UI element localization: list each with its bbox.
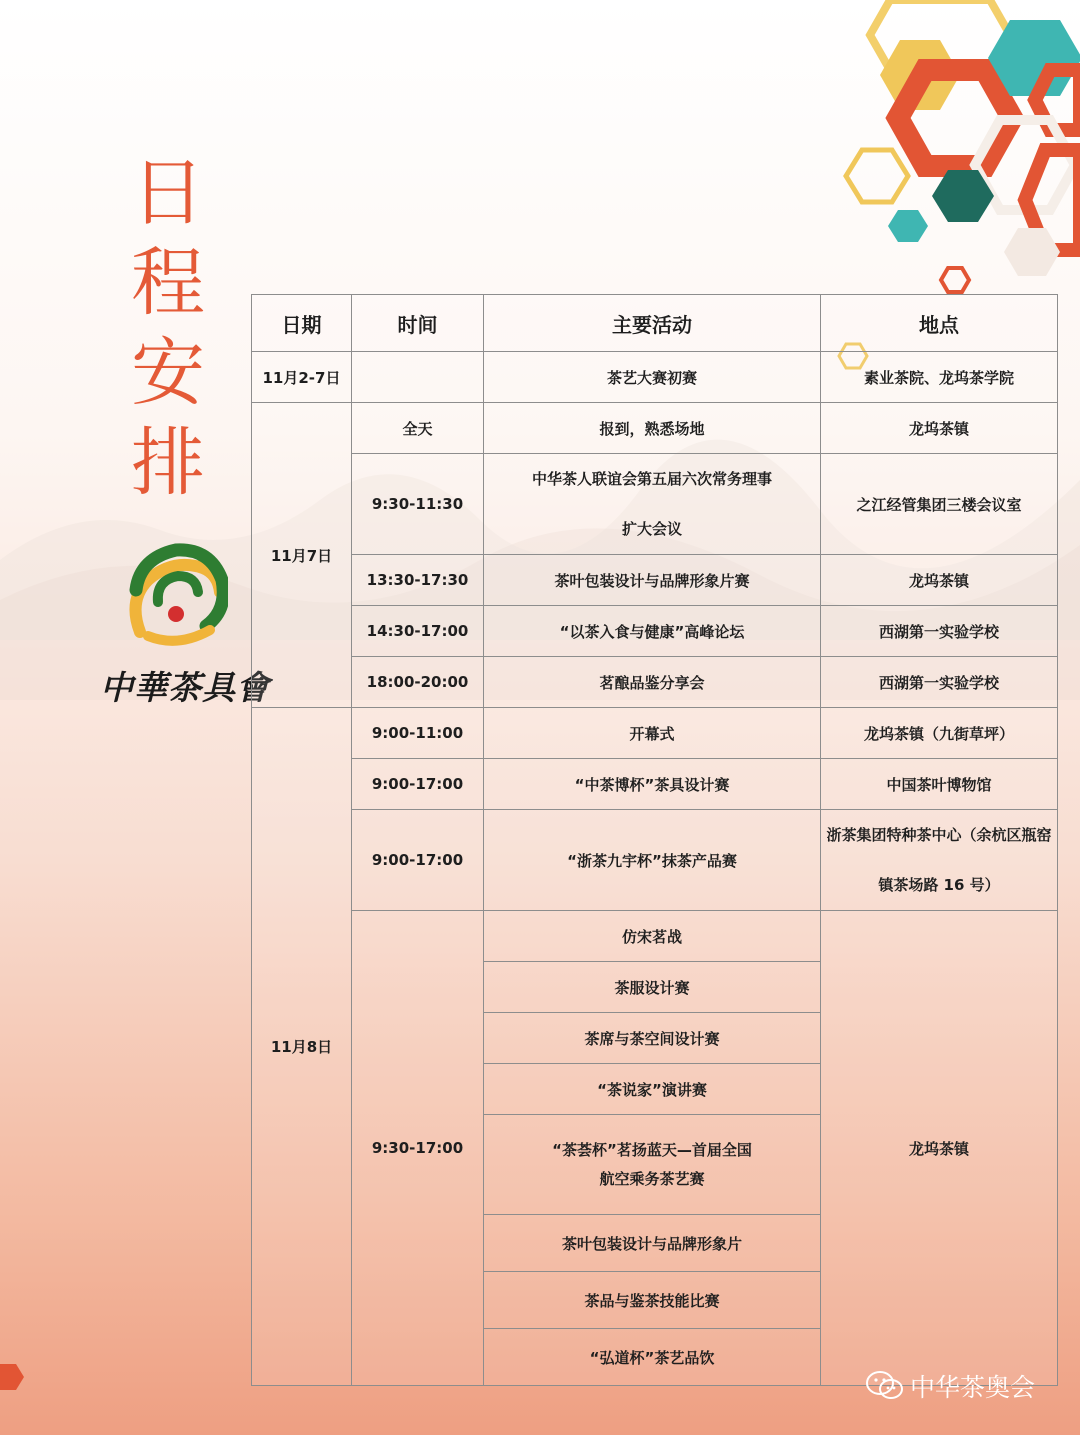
wechat-watermark: [866, 1368, 1035, 1404]
table-row: [252, 911, 1058, 962]
time-cell: 9:30-17:00: [352, 911, 484, 1386]
title-char: 安: [131, 330, 205, 416]
activity-cell: “中茶博杯”茶具设计赛: [484, 759, 821, 810]
time-cell: [352, 352, 484, 403]
date-cell: 11月2-7日: [252, 352, 352, 403]
location-line: 镇茶场路 16 号）: [878, 876, 1000, 894]
activity-cell: 茶叶包装设计与品牌形象片赛: [484, 555, 821, 606]
time-cell: 9:30-11:30: [352, 454, 484, 555]
time-cell: 9:00-17:00: [352, 810, 484, 911]
table-row: [252, 606, 1058, 657]
activity-cell: 茶叶包装设计与品牌形象片: [484, 1215, 821, 1272]
time-cell: 9:00-11:00: [352, 708, 484, 759]
location-cell: 中国茶叶博物馆: [821, 759, 1058, 810]
time-cell: 14:30-17:00: [352, 606, 484, 657]
activity-cell: “浙茶九宇杯”抹茶产品赛: [484, 810, 821, 911]
activity-line: 航空乘务茶艺赛: [599, 1169, 705, 1188]
table-row: [252, 759, 1058, 810]
location-line: 浙茶集团特种茶中心（余杭区瓶窑: [826, 826, 1052, 844]
wechat-icon: [866, 1370, 904, 1402]
location-cell: 龙坞茶镇: [821, 403, 1058, 454]
title-char: 排: [131, 420, 205, 506]
brand-name: 中華茶具會: [100, 668, 270, 707]
activity-line: “茶荟杯”茗扬蓝天—首届全国: [552, 1140, 752, 1159]
table-row: [252, 454, 1058, 555]
activity-cell: 茶席与茶空间设计赛: [484, 1013, 821, 1064]
location-cell: 素业茶院、龙坞茶学院: [821, 352, 1058, 403]
location-cell: 西湖第一实验学校: [821, 606, 1058, 657]
time-cell: 全天: [352, 403, 484, 454]
activity-line: 中华茶人联谊会第五届六次常务理事: [531, 470, 772, 488]
table-row: [252, 657, 1058, 708]
activity-cell: 茶品与鉴茶技能比赛: [484, 1272, 821, 1329]
table-row: [252, 403, 1058, 454]
wechat-account-name: 中华茶奥会: [910, 1373, 1036, 1402]
location-cell: 龙坞茶镇: [821, 911, 1058, 1386]
activity-cell: “弘道杯”茶艺品饮: [484, 1329, 821, 1386]
corner-tab: [0, 1362, 26, 1396]
header-activity: 主要活动: [484, 295, 821, 352]
activity-cell: 茶艺大赛初赛: [484, 352, 821, 403]
table-header-row: [252, 295, 1058, 352]
table-row: [252, 810, 1058, 911]
title-char: 日: [131, 150, 205, 236]
activity-cell: “茶说家”演讲赛: [484, 1064, 821, 1115]
activity-cell: 茶服设计赛: [484, 962, 821, 1013]
time-cell: 9:00-17:00: [352, 759, 484, 810]
location-cell: 龙坞茶镇: [821, 555, 1058, 606]
title-char: 程: [131, 240, 205, 326]
time-cell: 13:30-17:30: [352, 555, 484, 606]
activity-cell: 茗酿品鉴分享会: [484, 657, 821, 708]
location-cell: 之江经管集团三楼会议室: [821, 454, 1058, 555]
activity-cell: 仿宋茗战: [484, 911, 821, 962]
activity-cell: [484, 1115, 821, 1215]
header-location: 地点: [821, 295, 1058, 352]
activity-line: 扩大会议: [621, 520, 682, 538]
activity-cell: 开幕式: [484, 708, 821, 759]
header-time: 时间: [352, 295, 484, 352]
page-title: [128, 148, 208, 508]
activity-cell: [484, 454, 821, 555]
schedule-table: [251, 294, 1058, 1386]
table-row: [252, 555, 1058, 606]
table-row: [252, 352, 1058, 403]
date-cell: 11月8日: [252, 708, 352, 1386]
table-row: [252, 708, 1058, 759]
location-cell: 西湖第一实验学校: [821, 657, 1058, 708]
location-cell: 龙坞茶镇（九街草坪）: [821, 708, 1058, 759]
date-cell: 11月7日: [252, 403, 352, 708]
activity-cell: 报到，熟悉场地: [484, 403, 821, 454]
time-cell: 18:00-20:00: [352, 657, 484, 708]
location-cell: [821, 810, 1058, 911]
header-date: 日期: [252, 295, 352, 352]
brand-logo: [118, 540, 228, 654]
activity-cell: “以茶入食与健康”高峰论坛: [484, 606, 821, 657]
